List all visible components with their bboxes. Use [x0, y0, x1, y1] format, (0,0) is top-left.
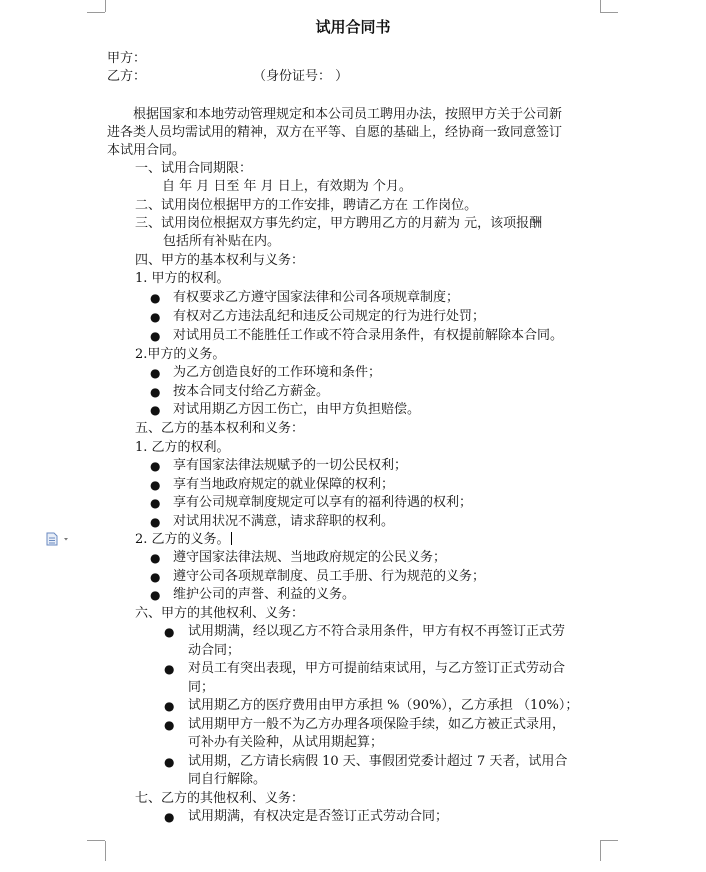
party-b-label: 乙方：: [107, 69, 147, 84]
list-item: 遵守国家法律法规、当地政府规定的公民义务；: [173, 550, 447, 565]
text-cursor: [231, 532, 232, 545]
list-item: 试用期满，有权决定是否签订正式劳动合同；: [188, 809, 449, 824]
crop-mark: [600, 12, 618, 13]
list-item: 享有公司规章制度规定可以享有的福利待遇的权利；: [173, 495, 473, 510]
bullet-icon: ●: [150, 291, 161, 305]
list-item: 有权要求乙方遵守国家法律和公司各项规章制度；: [173, 290, 460, 305]
bullet-icon: ●: [150, 551, 161, 565]
section-3-line: 三、试用岗位根据双方事先约定，甲方聘用乙方的月薪为 元，该项报酬: [135, 216, 543, 231]
list-item: 试用期满，经以现乙方不符合录用条件，甲方有权不再签订正式劳: [188, 624, 566, 639]
bullet-icon: ●: [164, 662, 175, 676]
document-note-icon-graphic: [45, 532, 73, 546]
list-item: 按本合同支付给乙方薪金。: [173, 384, 330, 399]
intro-line: 根据国家和本地劳动管理规定和本公司员工聘用办法，按照甲方关于公司新: [133, 107, 563, 122]
section-3-line: 包括所有补贴在内。: [163, 234, 281, 249]
bullet-icon: ●: [150, 496, 161, 510]
list-item: 享有当地政府规定的就业保障的权利；: [173, 477, 395, 492]
subsection-title: 2.甲方的义务。: [135, 347, 226, 362]
list-item-continuation: 动合同；: [188, 643, 241, 658]
intro-line: 进各类人员均需试用的精神，双方在平等、自愿的基础上，经协商一致同意签订: [107, 125, 563, 140]
crop-mark: [105, 0, 106, 12]
list-item: 试用期，乙方请长病假 10 天、事假团党委计超过 7 天者，试用合: [188, 754, 568, 769]
bullet-icon: ●: [150, 570, 161, 584]
list-item: 对试用状况不满意，请求辞职的权利。: [173, 514, 395, 529]
crop-mark: [600, 0, 601, 12]
bullet-icon: ●: [150, 478, 161, 492]
crop-mark: [600, 841, 601, 861]
id-number-label: （身份证号： ）: [253, 69, 349, 84]
bullet-icon: ●: [150, 403, 161, 417]
bullet-icon: ●: [164, 810, 175, 824]
bullet-icon: ●: [150, 588, 161, 602]
list-item-continuation: 同；: [188, 680, 215, 695]
bullet-icon: ●: [150, 366, 161, 380]
document-title: 试用合同书: [315, 18, 391, 36]
crop-mark: [87, 12, 105, 13]
section-7-title: 七、乙方的其他权利、义务：: [135, 791, 305, 806]
list-item: 有权对乙方违法乱纪和违反公司规定的行为进行处罚；: [173, 309, 486, 324]
section-5-title: 五、乙方的基本权利和义务：: [135, 421, 305, 436]
bullet-icon: ●: [150, 385, 161, 399]
party-a-label: 甲方：: [107, 51, 147, 66]
list-item: 对试用期乙方因工伤亡，由甲方负担赔偿。: [173, 402, 421, 417]
section-6-title: 六、甲方的其他权利、义务：: [135, 606, 305, 621]
section-4-title: 四、甲方的基本权利与义务：: [135, 253, 305, 268]
bullet-icon: ●: [164, 718, 175, 732]
crop-mark: [87, 840, 105, 841]
bullet-icon: ●: [164, 755, 175, 769]
list-item: 对员工有突出表现，甲方可提前结束试用，与乙方签订正式劳动合: [188, 661, 566, 676]
subsection-title: 1. 乙方的权利。: [135, 440, 230, 455]
section-1-body: 自 年 月 日至 年 月 日上，有效期为 个月。: [162, 179, 412, 194]
list-item: 为乙方创造良好的工作环境和条件；: [173, 365, 382, 380]
list-item-continuation: 同自行解除。: [188, 772, 267, 787]
crop-mark: [600, 840, 618, 841]
bullet-icon: ●: [150, 515, 161, 529]
bullet-icon: ●: [164, 625, 175, 639]
section-2: 二、试用岗位根据甲方的工作安排，聘请乙方在 工作岗位。: [135, 198, 478, 213]
bullet-icon: ●: [150, 459, 161, 473]
document-note-icon[interactable]: [45, 531, 73, 545]
list-item: 对试用员工不能胜任工作或不符合录用条件，有权提前解除本合同。: [173, 328, 564, 343]
bullet-icon: ●: [164, 699, 175, 713]
subsection-title-with-cursor[interactable]: [135, 531, 232, 549]
list-item: 享有国家法律法规赋予的一切公民权利；: [173, 458, 408, 473]
subsection-title: 2. 乙方的义务。: [135, 532, 230, 547]
section-1-title: 一、试用合同期限：: [135, 161, 253, 176]
subsection-title: 1. 甲方的权利。: [135, 271, 230, 286]
list-item: 试用期甲方一般不为乙方办理各项保险手续，如乙方被正式录用，: [188, 717, 566, 732]
crop-mark: [105, 841, 106, 861]
list-item-continuation: 可补办有关险种，从试用期起算；: [188, 735, 384, 750]
bullet-icon: ●: [150, 329, 161, 343]
bullet-icon: ●: [150, 310, 161, 324]
list-item: 遵守公司各项规章制度、员工手册、行为规范的义务；: [173, 569, 486, 584]
list-item: 试用期乙方的医疗费用由甲方承担 %（90%），乙方承担 （10%）；: [188, 698, 579, 713]
list-item: 维护公司的声誉、利益的义务。: [173, 587, 356, 602]
intro-line: 本试用合同。: [107, 143, 186, 158]
